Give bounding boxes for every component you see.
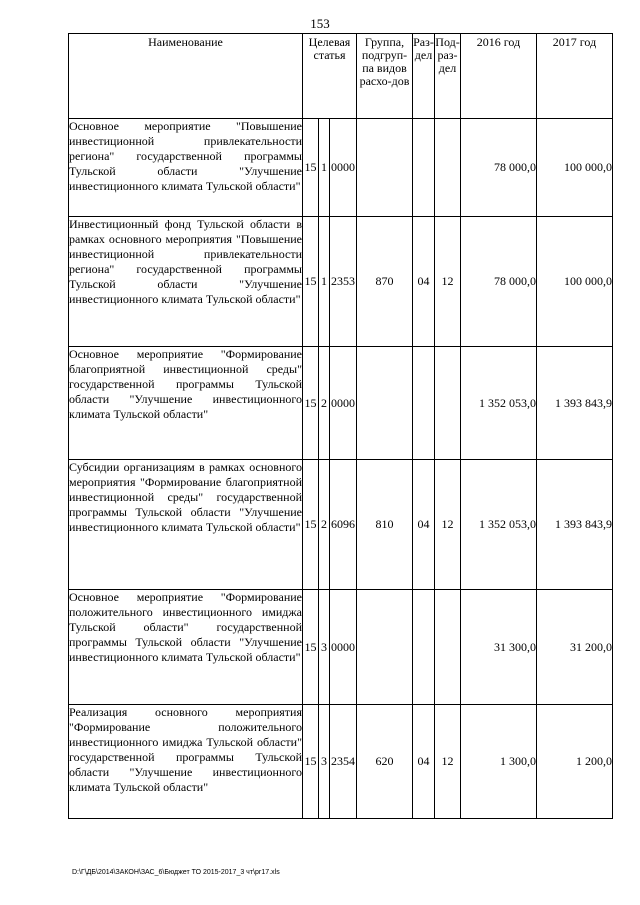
row-name: Субсидии организациям в рамках основного мероприятия "Формирование благоприятной инвестиционной среды" государственной программы Тульской области "Улучшение инвестиционного климата Тульской области" — [69, 460, 303, 590]
table-header-row — [69, 34, 613, 119]
table-row — [69, 217, 613, 347]
row-article-subprogram: 3 — [319, 705, 330, 819]
row-article-subprogram: 1 — [319, 217, 330, 347]
row-article-direction: 2353 — [330, 217, 357, 347]
row-subsection — [435, 347, 461, 460]
row-name: Реализация основного мероприятия "Формирование положительного инвестиционного имиджа Тульской области" государственной программы Тульской области "Улучшение инвестиционного климата Тульской области" — [69, 705, 303, 819]
row-article-program: 15 — [303, 590, 319, 705]
row-name: Основное мероприятие "Повышение инвестиционной привлекательности региона" государственной программы Тульской области "Улучшение инвестиционного климата Тульской области" — [69, 119, 303, 217]
header-expense-group: Группа, подгруп-па видов расхо-дов — [357, 34, 413, 119]
row-amount-2017: 31 200,0 — [537, 590, 613, 705]
row-section: 04 — [413, 460, 435, 590]
row-amount-2017: 1 393 843,9 — [537, 347, 613, 460]
row-article-direction: 6096 — [330, 460, 357, 590]
row-section: 04 — [413, 705, 435, 819]
row-section — [413, 347, 435, 460]
row-expense-group — [357, 347, 413, 460]
row-article-subprogram: 2 — [319, 347, 330, 460]
row-article-direction: 2354 — [330, 705, 357, 819]
table-row — [69, 119, 613, 217]
row-amount-2016: 31 300,0 — [461, 590, 537, 705]
row-article-subprogram: 1 — [319, 119, 330, 217]
row-section: 04 — [413, 217, 435, 347]
row-amount-2017: 100 000,0 — [537, 217, 613, 347]
header-subsection: Под-раз-дел — [435, 34, 461, 119]
row-section — [413, 590, 435, 705]
row-section — [413, 119, 435, 217]
budget-table — [68, 33, 613, 819]
row-article-program: 15 — [303, 705, 319, 819]
row-subsection — [435, 119, 461, 217]
row-expense-group: 870 — [357, 217, 413, 347]
header-year-2016: 2016 год — [461, 34, 537, 119]
row-subsection: 12 — [435, 217, 461, 347]
row-article-program: 15 — [303, 460, 319, 590]
row-amount-2017: 1 200,0 — [537, 705, 613, 819]
row-name: Основное мероприятие "Формирование положительного инвестиционного имиджа Тульской области" государственной программы Тульской области "Улучшение инвестиционного климата Тульской области" — [69, 590, 303, 705]
footer-file-path: D:\Г\ДБ\2014\ЗАКОН\ЗАС_6\Бюджет ТО 2015-2017_3 чт\рг17.xls — [72, 869, 280, 876]
row-amount-2016: 1 300,0 — [461, 705, 537, 819]
row-article-program: 15 — [303, 217, 319, 347]
row-article-direction: 0000 — [330, 590, 357, 705]
header-section: Раз-дел — [413, 34, 435, 119]
row-expense-group — [357, 590, 413, 705]
row-amount-2017: 100 000,0 — [537, 119, 613, 217]
row-subsection: 12 — [435, 705, 461, 819]
row-amount-2016: 78 000,0 — [461, 119, 537, 217]
row-amount-2017: 1 393 843,9 — [537, 460, 613, 590]
row-name: Инвестиционный фонд Тульской области в рамках основного мероприятия "Повышение инвестиционной привлекательности региона" государственной программы Тульской области "Улучшение инвестиционного климата Тульской области" — [69, 217, 303, 347]
row-amount-2016: 78 000,0 — [461, 217, 537, 347]
row-subsection: 12 — [435, 460, 461, 590]
header-year-2017: 2017 год — [537, 34, 613, 119]
table-row — [69, 460, 613, 590]
page-number: 153 — [310, 16, 330, 31]
table-row — [69, 590, 613, 705]
row-subsection — [435, 590, 461, 705]
row-amount-2016: 1 352 053,0 — [461, 347, 537, 460]
row-expense-group — [357, 119, 413, 217]
row-article-program: 15 — [303, 347, 319, 460]
header-name: Наименование — [69, 34, 303, 119]
row-article-program: 15 — [303, 119, 319, 217]
row-amount-2016: 1 352 053,0 — [461, 460, 537, 590]
row-article-direction: 0000 — [330, 347, 357, 460]
row-article-direction: 0000 — [330, 119, 357, 217]
row-expense-group: 810 — [357, 460, 413, 590]
row-article-subprogram: 3 — [319, 590, 330, 705]
row-name: Основное мероприятие "Формирование благоприятной инвестиционной среды" государственной программы Тульской области "Улучшение инвестиционного климата Тульской области" — [69, 347, 303, 460]
header-target-article: Целевая статья — [303, 34, 357, 119]
table-row — [69, 347, 613, 460]
table-row — [69, 705, 613, 819]
row-article-subprogram: 2 — [319, 460, 330, 590]
row-expense-group: 620 — [357, 705, 413, 819]
